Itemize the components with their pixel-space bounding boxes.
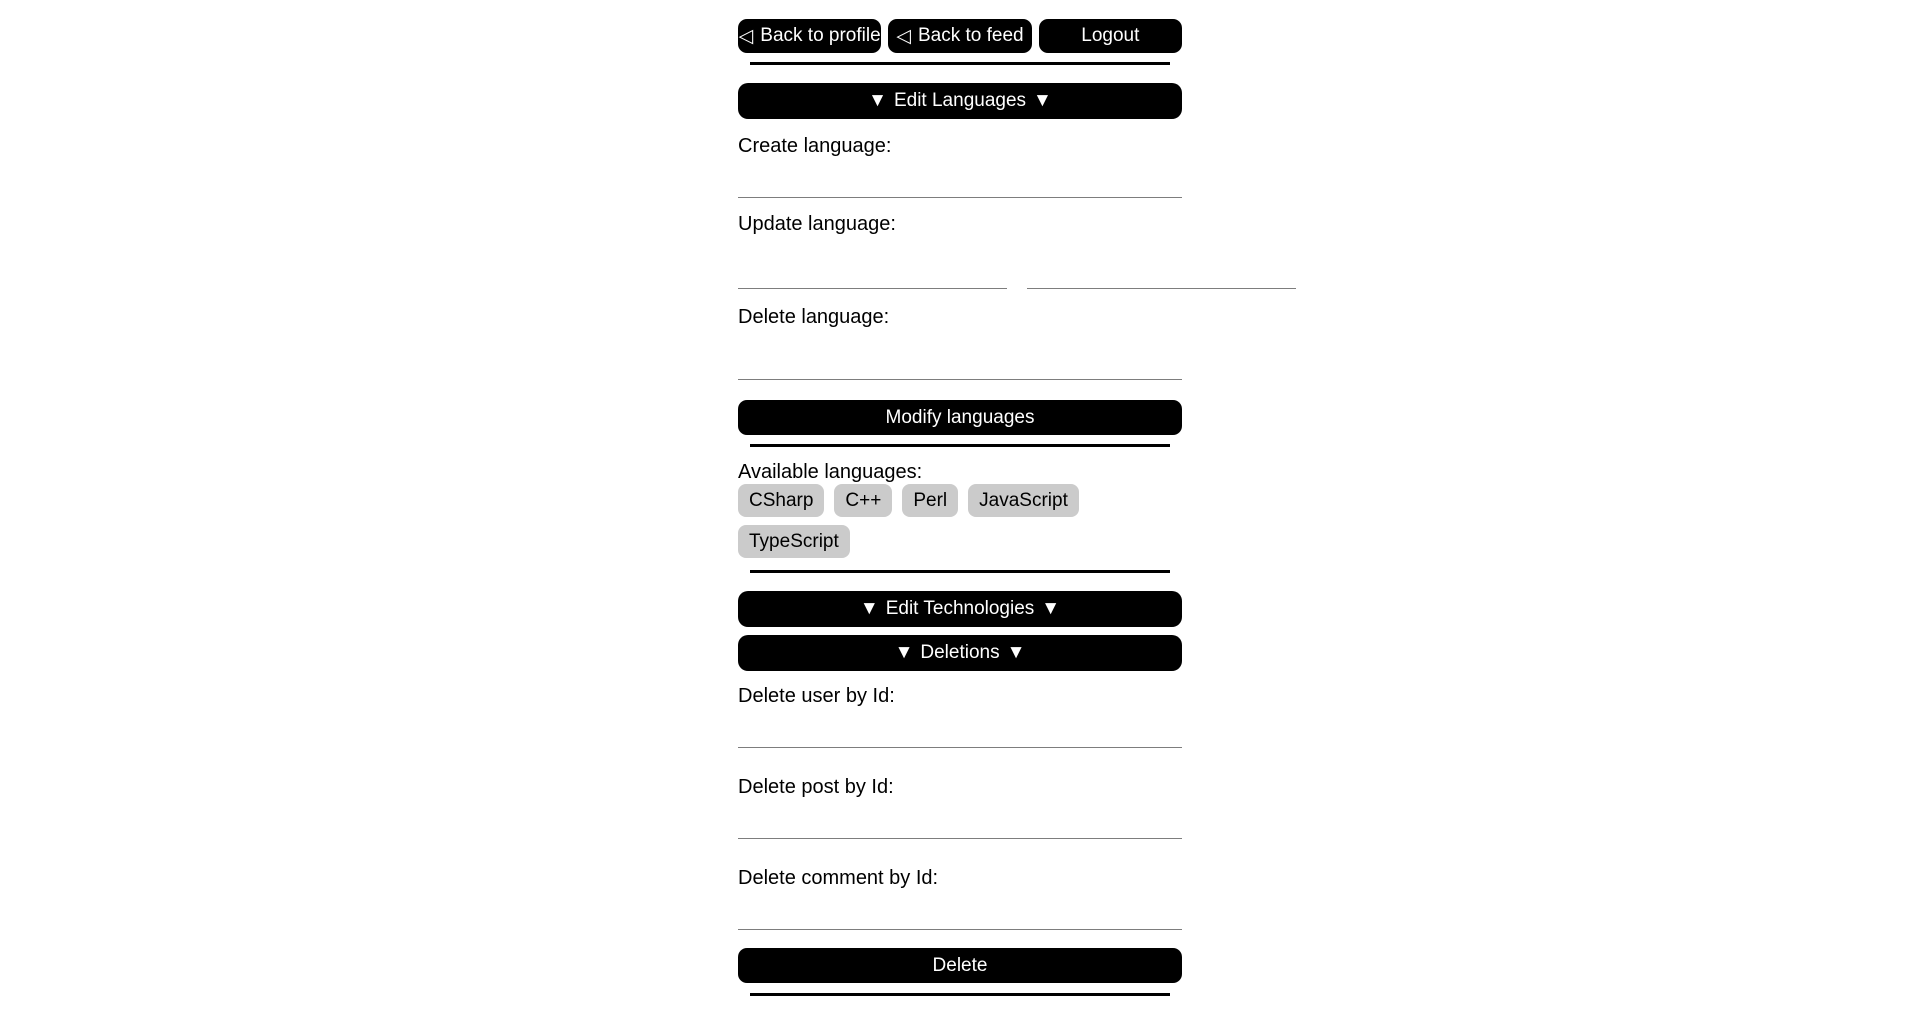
create-language-input[interactable]: [738, 158, 1182, 198]
back-arrow-icon: ◁: [896, 25, 911, 47]
back-to-profile-label: Back to profile: [760, 25, 881, 46]
section-divider: [750, 62, 1170, 65]
chevron-down-icon: ▼: [1006, 642, 1026, 663]
deletions-toggle[interactable]: [738, 635, 1182, 671]
delete-user-label: Delete user by Id:: [738, 685, 895, 707]
chevron-down-icon: ▼: [859, 598, 879, 619]
edit-technologies-toggle[interactable]: [738, 591, 1182, 627]
chevron-down-icon: ▼: [868, 90, 887, 111]
chevron-down-icon: ▼: [1033, 90, 1052, 111]
edit-languages-toggle-label: Edit Languages: [893, 90, 1027, 111]
available-languages-list: [738, 484, 1182, 558]
section-divider: [750, 444, 1170, 447]
delete-post-label: Delete post by Id:: [738, 776, 894, 798]
language-tag[interactable]: CSharp: [738, 484, 824, 517]
update-language-old-input[interactable]: [738, 249, 1007, 289]
language-tag[interactable]: JavaScript: [968, 484, 1079, 517]
deletions-toggle-label: Deletions: [920, 642, 1000, 663]
logout-label: Logout: [1081, 25, 1140, 46]
language-tag[interactable]: Perl: [902, 484, 958, 517]
language-tag[interactable]: TypeScript: [738, 525, 850, 558]
section-divider: [750, 570, 1170, 573]
back-to-feed-label: Back to feed: [917, 25, 1024, 46]
top-navigation: [738, 19, 1182, 53]
modify-languages-label: Modify languages: [885, 406, 1035, 428]
update-language-label: Update language:: [738, 213, 896, 235]
chevron-down-icon: ▼: [894, 642, 914, 663]
edit-languages-toggle[interactable]: [738, 83, 1182, 119]
create-language-label: Create language:: [738, 135, 892, 157]
delete-language-input[interactable]: [738, 340, 1182, 380]
available-languages-label: Available languages:: [738, 461, 923, 483]
back-to-feed-button[interactable]: [888, 19, 1031, 53]
back-arrow-icon: ◁: [738, 25, 754, 47]
modify-languages-button[interactable]: [738, 400, 1182, 435]
language-tag[interactable]: C++: [834, 484, 892, 517]
delete-button[interactable]: [738, 948, 1182, 983]
delete-comment-id-input[interactable]: [738, 890, 1182, 930]
delete-language-label: Delete language:: [738, 306, 890, 328]
update-language-new-input[interactable]: [1027, 249, 1296, 289]
section-divider: [750, 993, 1170, 996]
delete-user-id-input[interactable]: [738, 708, 1182, 748]
back-to-profile-button[interactable]: [738, 19, 881, 53]
chevron-down-icon: ▼: [1041, 598, 1061, 619]
admin-controls-panel: [738, 0, 1182, 1012]
delete-button-label: Delete: [932, 954, 988, 976]
delete-comment-label: Delete comment by Id:: [738, 867, 939, 889]
edit-technologies-toggle-label: Edit Technologies: [885, 598, 1035, 619]
logout-button[interactable]: [1039, 19, 1182, 53]
update-language-inputs: [738, 249, 1182, 289]
delete-post-id-input[interactable]: [738, 799, 1182, 839]
